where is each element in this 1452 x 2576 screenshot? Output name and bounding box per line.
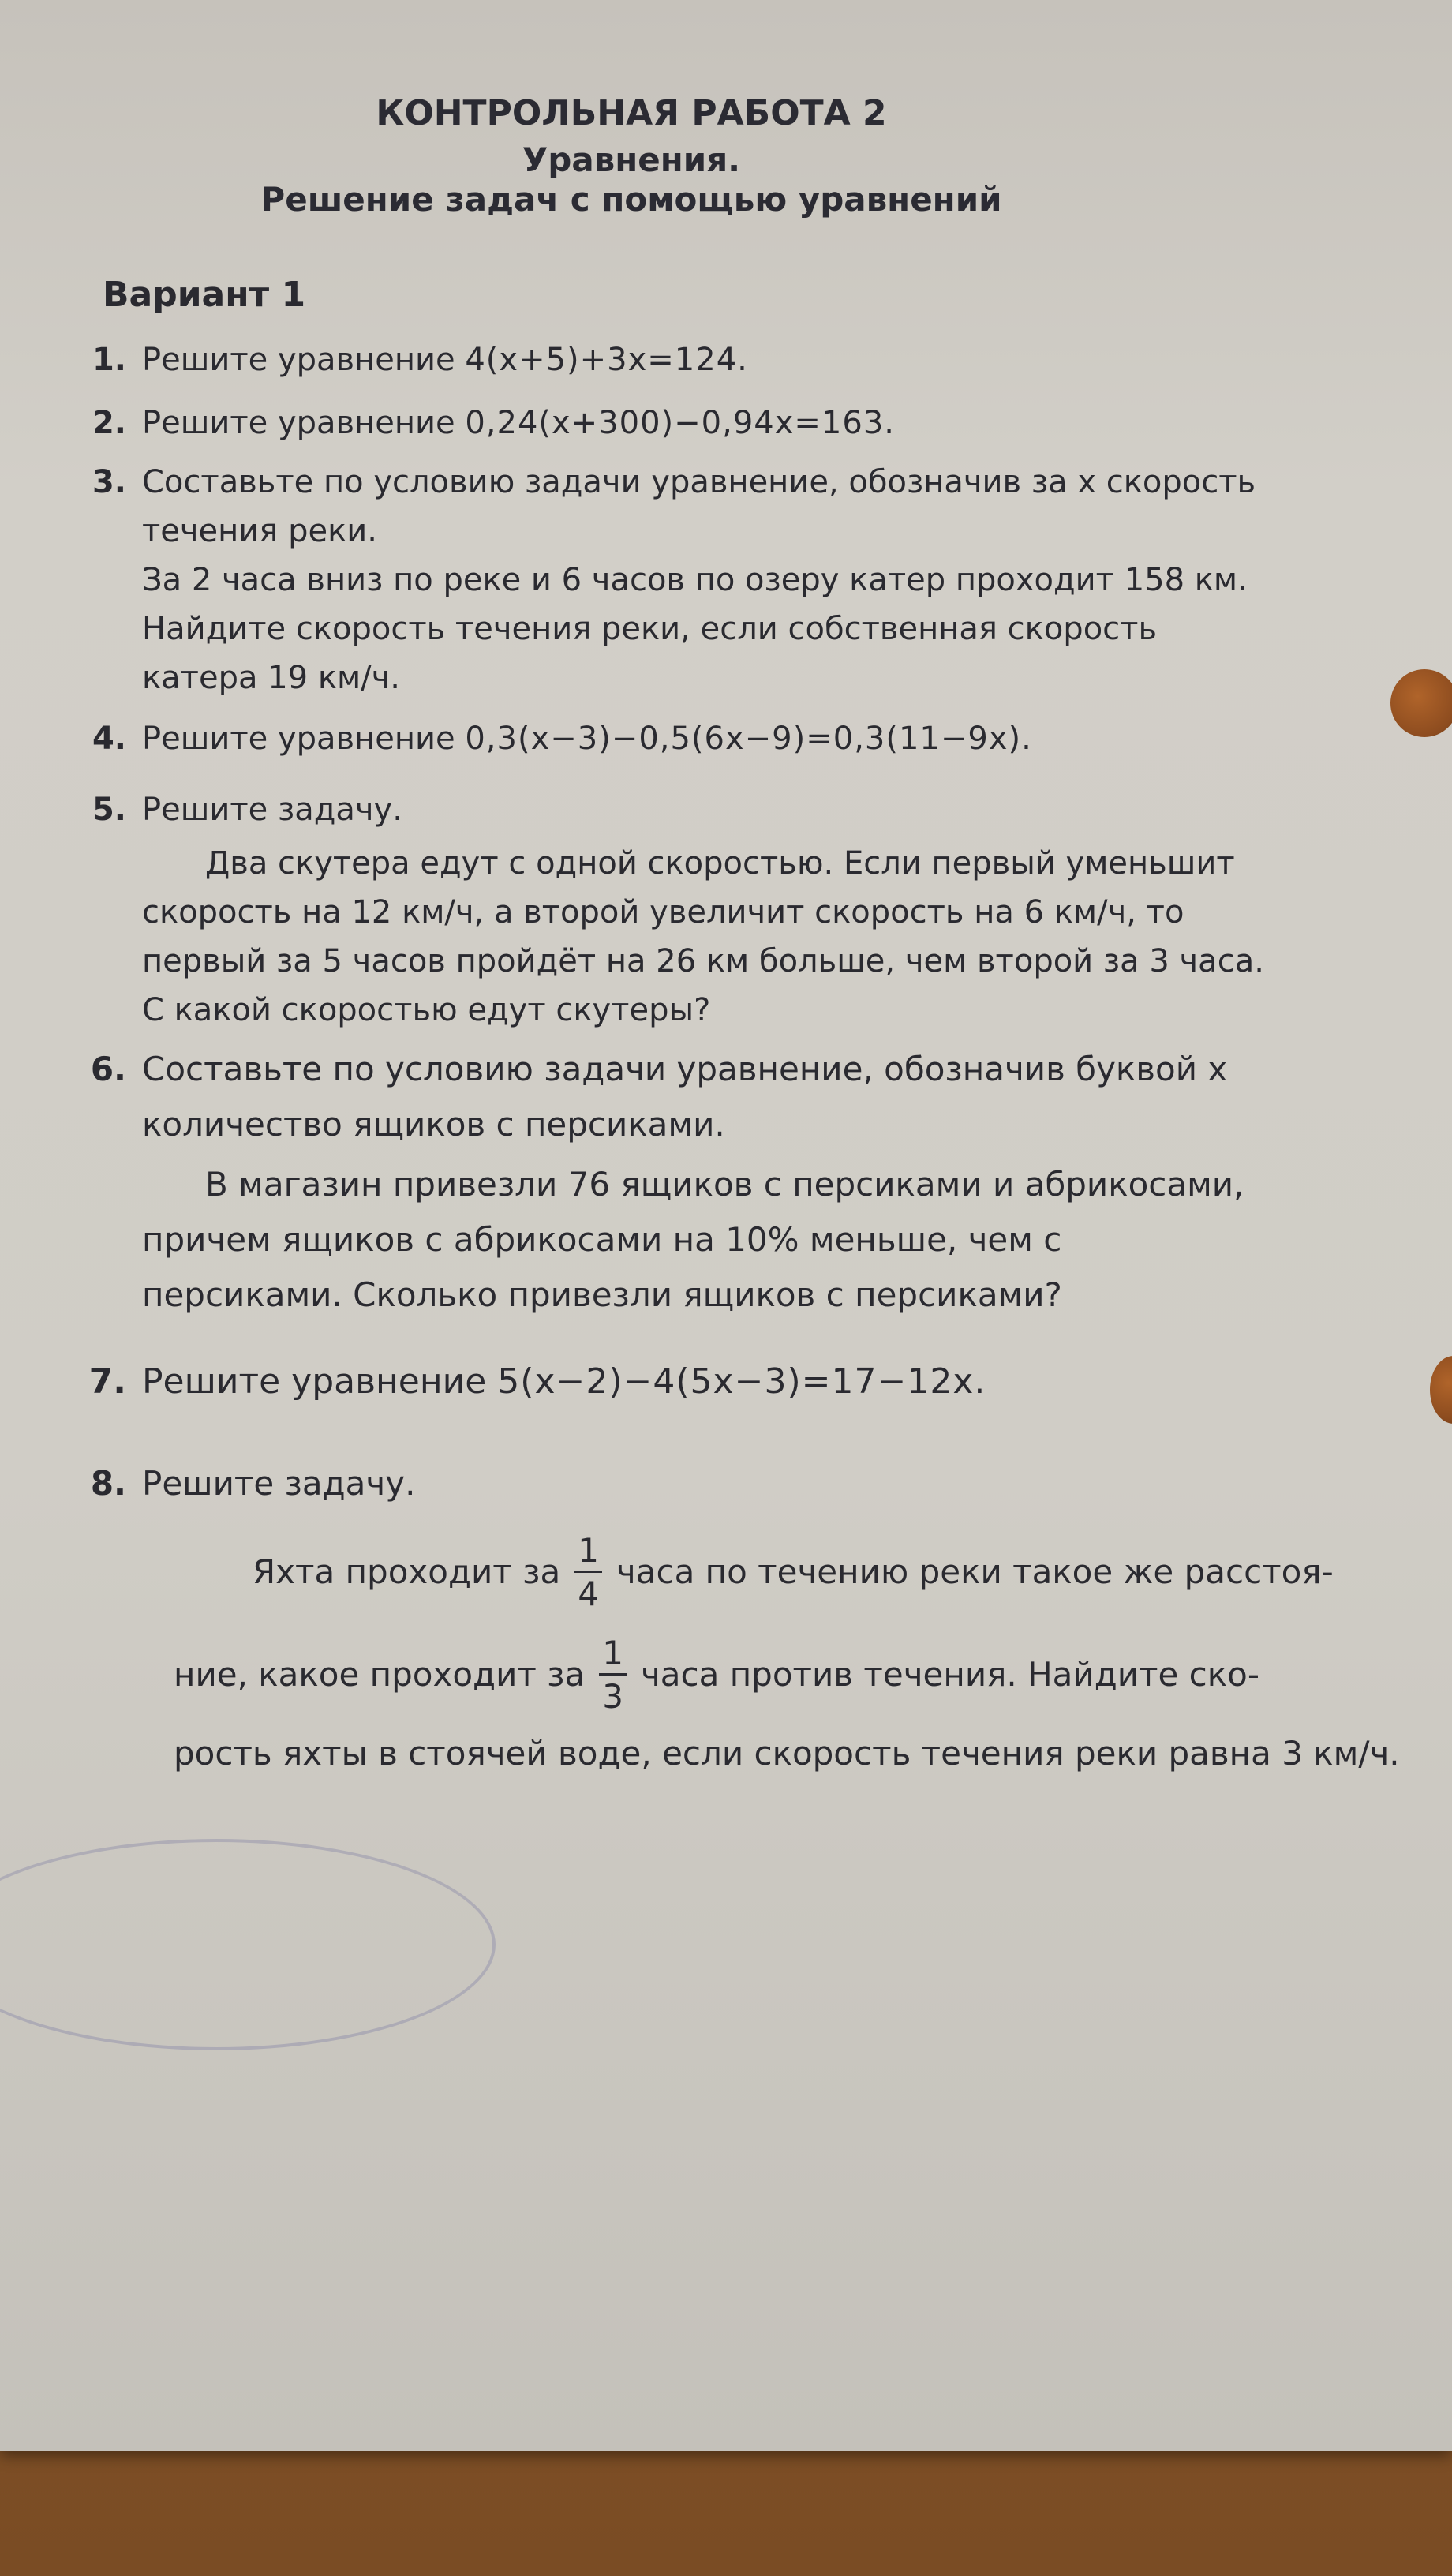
task-problem <box>174 1521 1452 1781</box>
task-number: 2. <box>92 405 126 441</box>
fraction-denominator: 3 <box>602 1676 623 1716</box>
task-5 <box>55 785 1270 1035</box>
stamp-outline <box>0 1839 496 2050</box>
task-number: 5. <box>92 792 126 828</box>
task-instruction: Решите задачу. <box>142 792 402 828</box>
task-4 <box>55 714 1270 763</box>
task-text: Решите уравнение <box>142 1361 487 1402</box>
task-instruction: Решите задачу. <box>142 1464 416 1503</box>
task-instruction: Составьте по условию задачи уравнение, обозначив за x скорость течения реки. <box>142 464 1256 549</box>
task-text: Решите уравнение <box>142 342 455 378</box>
problem-line <box>174 1623 1452 1726</box>
punch-hole <box>1390 669 1452 737</box>
task-problem: За 2 часа вниз по реке и 6 часов по озеру катер проходит 158 км. Найдите скорость течения реки, если собственная скорость катера 19 км/ч. <box>142 562 1248 696</box>
text-segment: часа по течению реки такое же расстоя- <box>616 1552 1334 1591</box>
variant-heading: Вариант 1 <box>103 275 306 315</box>
task-8 <box>55 1456 1413 1781</box>
page-subtitle: Уравнения. <box>522 140 741 179</box>
fraction-denominator: 4 <box>578 1574 599 1613</box>
page-subtitle-2: Решение задач с помощью уравнений <box>260 180 1002 219</box>
task-number: 8. <box>90 1464 126 1503</box>
fraction <box>599 1633 627 1716</box>
task-text: Решите уравнение <box>142 721 455 757</box>
task-number: 7. <box>88 1361 126 1402</box>
problem-line <box>174 1521 1452 1623</box>
text-segment: ние, какое проходит за <box>174 1655 586 1694</box>
task-number: 1. <box>92 342 126 378</box>
page-title: КОНТРОЛЬНАЯ РАБОТА 2 <box>376 93 887 133</box>
task-number: 6. <box>90 1050 126 1088</box>
task-text: Решите уравнение <box>142 405 455 441</box>
fraction-numerator: 1 <box>599 1637 627 1676</box>
task-number: 3. <box>92 464 126 500</box>
equation: 0,24(x+300)−0,94x=163. <box>465 405 895 441</box>
task-2 <box>55 399 1270 447</box>
fraction <box>574 1530 602 1613</box>
equation: 4(x+5)+3x=124. <box>465 342 748 378</box>
task-instruction: Составьте по условию задачи уравнение, обозначив буквой x количество ящиков с персиками. <box>142 1050 1228 1144</box>
problem-line: рость яхты в стоячей воде, если скорость течения реки равна 3 км/ч. <box>174 1734 1400 1773</box>
task-7 <box>55 1357 1270 1406</box>
text-segment: часа против течения. Найдите ско- <box>640 1655 1259 1694</box>
task-number: 4. <box>92 721 126 757</box>
equation: 5(x−2)−4(5x−3)=17−12x. <box>497 1361 986 1402</box>
equation: 0,3(x−3)−0,5(6x−9)=0,3(11−9x). <box>465 721 1032 757</box>
fraction-numerator: 1 <box>574 1534 602 1573</box>
task-problem: В магазин привезли 76 ящиков с персиками и абрикосами, причем ящиков с абрикосами на 10% меньше, чем с персиками. Сколько привезли ящиков с персиками? <box>142 1165 1244 1314</box>
task-1 <box>55 335 1270 384</box>
punch-hole <box>1430 1356 1452 1424</box>
task-6 <box>55 1042 1270 1323</box>
task-3 <box>55 458 1270 702</box>
text-segment: Яхта проходит за <box>253 1552 561 1591</box>
task-problem: Два скутера едут с одной скоростью. Если первый уменьшит скорость на 12 км/ч, а второй увеличит скорость на 6 км/ч, то первый за 5 часов пройдёт на 26 км больше, чем второй за 3 часа. С какой скоростью едут скутеры? <box>142 845 1264 1028</box>
